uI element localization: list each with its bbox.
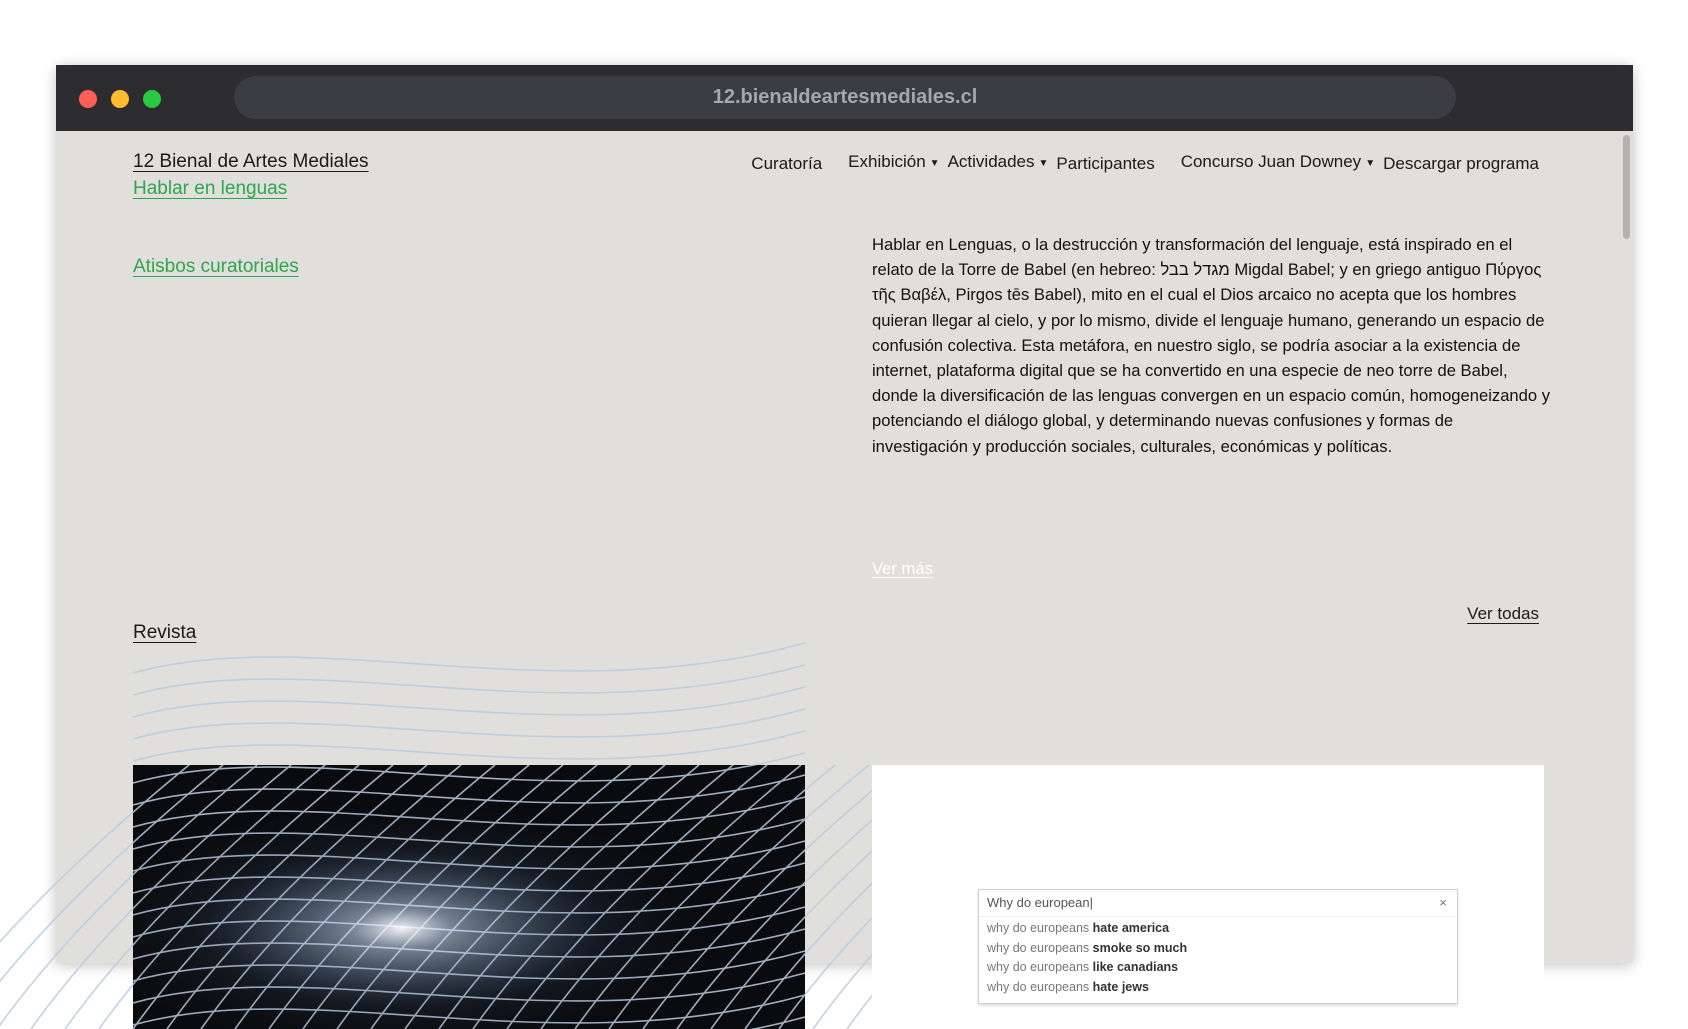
dropdown-caret-icon: ▼ [1038, 158, 1049, 169]
address-bar[interactable]: 12.bienaldeartesmediales.cl [234, 76, 1456, 119]
article-card-search-screenshot[interactable] [872, 765, 1544, 1029]
maximize-window-button[interactable] [143, 90, 161, 108]
site-subtitle-link[interactable]: Hablar en lenguas [133, 178, 288, 199]
suggestion-item: why do europeans hate jews [987, 979, 1149, 994]
net-sculpture-image [133, 765, 805, 1029]
main-nav [725, 150, 1539, 177]
revista-heading-link[interactable]: Revista [133, 622, 197, 643]
ver-mas-link[interactable]: Ver más [872, 559, 933, 578]
nav-item-exhibicion[interactable]: Exhibición ▼ [848, 152, 940, 171]
nav-item-participantes[interactable]: Participantes [1056, 153, 1155, 173]
scrollbar-thumb[interactable] [1623, 135, 1630, 239]
clear-icon: × [1439, 895, 1447, 910]
close-window-button[interactable] [79, 90, 97, 108]
nav-item-concurso-juan-downey[interactable]: Concurso Juan Downey ▼ [1180, 152, 1376, 171]
nav-item-curatoria[interactable]: Curatoría [751, 153, 823, 173]
intro-paragraph: Hablar en Lenguas, o la destrucción y transformación del lenguaje, está inspirado en el relato de la Torre de Babel (en hebreo: מגדל בבל Migdal Babel; y en griego antiguo Πύργος τῆς Βαβέλ, Pirgos tēs Babel), mito en el cual el Dios arcaico no acepta que los hombres quieran llegar al cielo, y por lo mismo, divide el lenguaje humano, generando un espacio de confusión colectiva. Esta metáfora, en nuestro siglo, se podría asociar a la existencia de internet, plataforma digital que se ha convertido en una especie de neo torre de Babel, donde la diversificación de las lenguas convergen en un espacio común, homogeneizando y potenciando el diálogo global, y determinando nuevas confusiones y formas de investigación y producción sociales, culturales, económicas y políticas. [872, 235, 1551, 456]
search-query-field: Why do european| × [979, 890, 1457, 917]
minimize-window-button[interactable] [111, 90, 129, 108]
dropdown-caret-icon: ▼ [929, 158, 940, 169]
browser-titlebar [56, 65, 1633, 131]
page-content [56, 131, 1633, 994]
dropdown-caret-icon: ▼ [1365, 158, 1376, 169]
suggestion-item: why do europeans like canadians [987, 960, 1179, 974]
article-card-image-net-sculpture[interactable] [133, 765, 805, 1029]
search-autocomplete-box [978, 889, 1458, 1004]
search-suggestions [979, 917, 1457, 1003]
ver-todas-link[interactable]: Ver todas [1467, 604, 1539, 623]
suggestion-item: why do europeans smoke so much [987, 940, 1188, 955]
suggestion-item: why do europeans hate america [987, 921, 1170, 935]
atisbos-curatoriales-link[interactable]: Atisbos curatoriales [133, 256, 299, 277]
nav-item-actividades[interactable]: Actividades ▼ [947, 152, 1049, 171]
nav-item-descargar-programa[interactable]: Descargar programa [1383, 153, 1539, 173]
browser-window [56, 65, 1633, 994]
site-title-link[interactable]: 12 Bienal de Artes Mediales [133, 151, 369, 172]
